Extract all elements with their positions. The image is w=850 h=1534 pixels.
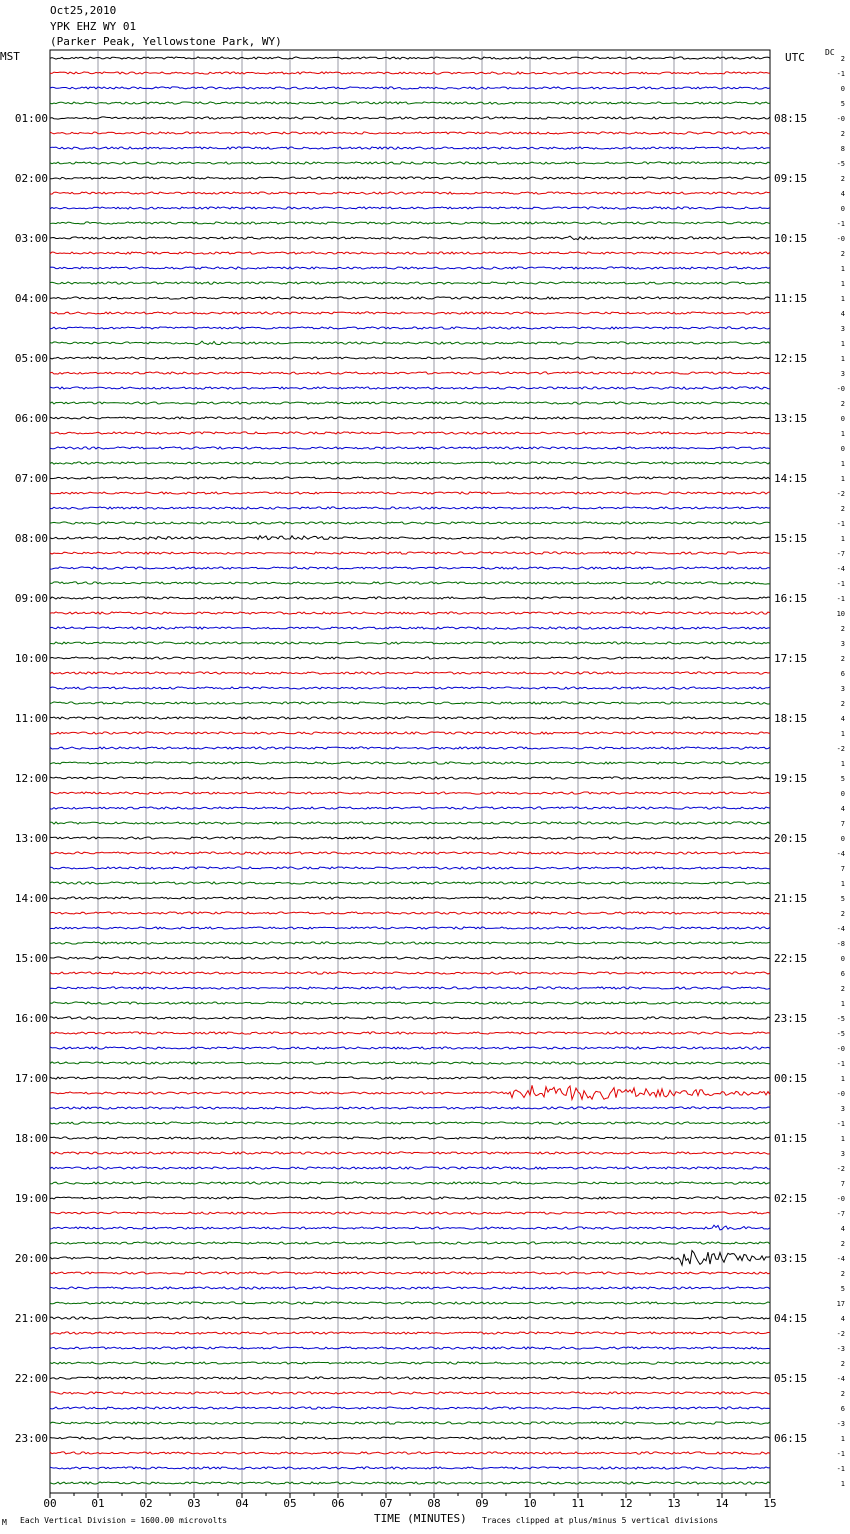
x-tick-label: 00 bbox=[43, 1497, 57, 1510]
seismic-trace bbox=[50, 1017, 770, 1019]
seismic-trace bbox=[50, 672, 770, 674]
seismic-trace bbox=[50, 222, 770, 224]
left-hour-label: 07:00 bbox=[14, 472, 48, 485]
dc-offset-header: DC bbox=[825, 48, 835, 57]
dc-offset-value: -5 bbox=[836, 1015, 845, 1023]
dc-offset-value: -1 bbox=[836, 595, 845, 603]
seismic-trace bbox=[50, 912, 770, 914]
dc-offset-value: 1 bbox=[840, 430, 845, 438]
left-hour-label: 20:00 bbox=[14, 1252, 48, 1265]
seismic-trace bbox=[50, 1182, 770, 1184]
dc-offset-value: 6 bbox=[840, 970, 845, 978]
seismic-trace bbox=[50, 72, 770, 74]
x-tick-label: 01 bbox=[91, 1497, 105, 1510]
seismic-trace bbox=[50, 432, 770, 434]
dc-offset-value: 2 bbox=[840, 1390, 845, 1398]
dc-offset-value: 7 bbox=[840, 820, 845, 828]
left-hour-label: 13:00 bbox=[14, 832, 48, 845]
seismic-trace bbox=[50, 612, 770, 614]
seismic-trace bbox=[50, 1137, 770, 1139]
dc-offset-value: 7 bbox=[840, 1180, 845, 1188]
right-hour-label: 00:15 bbox=[774, 1072, 808, 1085]
seismic-trace bbox=[50, 177, 770, 179]
seismic-trace bbox=[50, 807, 770, 809]
dc-offset-value: -7 bbox=[836, 1210, 845, 1218]
seismic-trace bbox=[50, 1212, 770, 1214]
seismic-trace bbox=[50, 207, 770, 209]
dc-offset-value: 3 bbox=[840, 640, 845, 648]
dc-offset-value: -7 bbox=[836, 550, 845, 558]
left-hour-label: 22:00 bbox=[14, 1372, 48, 1385]
dc-offset-value: 5 bbox=[840, 1285, 845, 1293]
x-tick-label: 05 bbox=[283, 1497, 297, 1510]
dc-offset-value: 1 bbox=[840, 880, 845, 888]
dc-offset-value: 4 bbox=[840, 715, 845, 723]
dc-offset-value: 2 bbox=[840, 655, 845, 663]
seismic-trace bbox=[50, 567, 770, 569]
dc-offset-value: 2 bbox=[840, 505, 845, 513]
seismic-trace bbox=[50, 102, 770, 104]
seismic-trace bbox=[50, 492, 770, 494]
left-hour-label: 11:00 bbox=[14, 712, 48, 725]
x-tick-label: 14 bbox=[715, 1497, 729, 1510]
seismic-trace bbox=[50, 552, 770, 554]
seismic-trace bbox=[50, 972, 770, 974]
seismic-trace bbox=[50, 1225, 770, 1230]
dc-offset-value: 8 bbox=[840, 145, 845, 153]
dc-offset-value: 4 bbox=[840, 310, 845, 318]
seismic-trace bbox=[50, 417, 770, 419]
dc-offset-value: 2 bbox=[840, 175, 845, 183]
seismic-trace bbox=[50, 1422, 770, 1424]
dc-offset-value: 4 bbox=[840, 1225, 845, 1233]
left-hour-label: 01:00 bbox=[14, 112, 48, 125]
seismic-trace bbox=[50, 837, 770, 839]
dc-offset-value: 5 bbox=[840, 895, 845, 903]
dc-offset-value: -4 bbox=[836, 1255, 845, 1263]
right-hour-label: 03:15 bbox=[774, 1252, 808, 1265]
seismic-trace bbox=[50, 1242, 770, 1244]
seismic-trace bbox=[50, 162, 770, 164]
dc-offset-value: 1 bbox=[840, 1435, 845, 1443]
dc-offset-value: 2 bbox=[840, 1360, 845, 1368]
right-hour-label: 15:15 bbox=[774, 532, 808, 545]
plot-frame bbox=[50, 50, 770, 1493]
dc-offset-value: 0 bbox=[840, 445, 845, 453]
dc-offset-value: 1 bbox=[840, 295, 845, 303]
dc-offset-value: 1 bbox=[840, 280, 845, 288]
right-hour-label: 10:15 bbox=[774, 232, 808, 245]
seismic-trace bbox=[50, 447, 770, 449]
seismic-trace bbox=[50, 402, 770, 404]
scale-note: Each Vertical Division = 1600.00 microvolts bbox=[20, 1516, 228, 1525]
seismic-trace bbox=[50, 1362, 770, 1364]
right-hour-label: 21:15 bbox=[774, 892, 808, 905]
seismic-trace bbox=[50, 1347, 770, 1349]
seismic-trace bbox=[50, 927, 770, 929]
right-hour-label: 08:15 bbox=[774, 112, 808, 125]
seismic-trace bbox=[50, 1077, 770, 1079]
seismic-trace bbox=[50, 57, 770, 59]
seismic-trace bbox=[50, 267, 770, 269]
dc-offset-value: 0 bbox=[840, 415, 845, 423]
x-tick-label: 13 bbox=[667, 1497, 681, 1510]
dc-offset-value: -1 bbox=[836, 220, 845, 228]
x-tick-label: 15 bbox=[763, 1497, 777, 1510]
seismic-trace bbox=[50, 87, 770, 89]
seismic-trace bbox=[50, 1407, 770, 1409]
dc-offset-value: 2 bbox=[840, 1270, 845, 1278]
seismic-trace bbox=[50, 1452, 770, 1454]
dc-offset-value: -4 bbox=[836, 850, 845, 858]
x-tick-label: 07 bbox=[379, 1497, 393, 1510]
dc-offset-value: 4 bbox=[840, 805, 845, 813]
left-hour-label: 12:00 bbox=[14, 772, 48, 785]
dc-offset-value: -0 bbox=[836, 115, 845, 123]
right-hour-label: 18:15 bbox=[774, 712, 808, 725]
right-hour-label: 23:15 bbox=[774, 1012, 808, 1025]
left-hour-label: 08:00 bbox=[14, 532, 48, 545]
dc-offset-value: -5 bbox=[836, 160, 845, 168]
seismic-trace bbox=[50, 132, 770, 134]
seismic-trace bbox=[50, 1107, 770, 1109]
seismic-trace bbox=[50, 536, 770, 540]
seismic-trace bbox=[50, 372, 770, 374]
dc-offset-value: 5 bbox=[840, 100, 845, 108]
dc-offset-value: 1 bbox=[840, 535, 845, 543]
seismic-trace bbox=[50, 387, 770, 389]
dc-offset-value: -1 bbox=[836, 1450, 845, 1458]
left-hour-label: 04:00 bbox=[14, 292, 48, 305]
dc-offset-value: 2 bbox=[840, 1240, 845, 1248]
right-hour-label: 13:15 bbox=[774, 412, 808, 425]
dc-offset-value: 3 bbox=[840, 1105, 845, 1113]
corner-mark: M bbox=[2, 1518, 7, 1527]
left-hour-label: 17:00 bbox=[14, 1072, 48, 1085]
dc-offset-value: 2 bbox=[840, 130, 845, 138]
right-hour-label: 12:15 bbox=[774, 352, 808, 365]
seismic-trace bbox=[50, 1062, 770, 1064]
dc-offset-value: 1 bbox=[840, 1135, 845, 1143]
seismic-trace bbox=[50, 642, 770, 644]
dc-offset-value: 4 bbox=[840, 190, 845, 198]
x-tick-label: 03 bbox=[187, 1497, 201, 1510]
dc-offset-value: 2 bbox=[840, 55, 845, 63]
dc-offset-value: -2 bbox=[836, 1330, 845, 1338]
seismic-trace bbox=[50, 1122, 770, 1124]
dc-offset-value: 2 bbox=[840, 700, 845, 708]
seismic-trace bbox=[50, 1272, 770, 1274]
left-hour-label: 16:00 bbox=[14, 1012, 48, 1025]
seismic-trace bbox=[50, 762, 770, 764]
dc-offset-value: 1 bbox=[840, 1075, 845, 1083]
left-hour-label: 23:00 bbox=[14, 1432, 48, 1445]
left-hour-label: 21:00 bbox=[14, 1312, 48, 1325]
dc-offset-value: 3 bbox=[840, 1150, 845, 1158]
seismic-trace bbox=[50, 1317, 770, 1319]
dc-offset-value: -2 bbox=[836, 490, 845, 498]
left-hour-label: 14:00 bbox=[14, 892, 48, 905]
right-hour-label: 11:15 bbox=[774, 292, 808, 305]
seismic-trace bbox=[50, 341, 770, 345]
seismic-trace bbox=[50, 897, 770, 899]
dc-offset-value: 17 bbox=[836, 1300, 845, 1308]
seismic-trace bbox=[50, 1047, 770, 1049]
station-location: (Parker Peak, Yellowstone Park, WY) bbox=[50, 35, 282, 48]
right-hour-label: 14:15 bbox=[774, 472, 808, 485]
seismic-trace bbox=[50, 822, 770, 824]
seismic-trace bbox=[50, 192, 770, 194]
dc-offset-value: 3 bbox=[840, 370, 845, 378]
left-hour-label: 05:00 bbox=[14, 352, 48, 365]
seismic-trace bbox=[50, 747, 770, 749]
dc-offset-value: 0 bbox=[840, 85, 845, 93]
seismic-trace bbox=[50, 582, 770, 584]
left-hour-label: 19:00 bbox=[14, 1192, 48, 1205]
seismic-trace bbox=[50, 477, 770, 479]
right-timezone-label: UTC bbox=[785, 51, 805, 64]
dc-offset-value: 7 bbox=[840, 865, 845, 873]
dc-offset-value: -3 bbox=[836, 1345, 845, 1353]
right-hour-label: 06:15 bbox=[774, 1432, 808, 1445]
x-tick-label: 09 bbox=[475, 1497, 489, 1510]
dc-offset-value: 5 bbox=[840, 775, 845, 783]
seismic-trace bbox=[50, 522, 770, 524]
left-timezone-label: MST bbox=[0, 50, 20, 63]
x-tick-label: 08 bbox=[427, 1497, 441, 1510]
seismic-trace bbox=[50, 702, 770, 704]
left-hour-label: 09:00 bbox=[14, 592, 48, 605]
dc-offset-value: 1 bbox=[840, 460, 845, 468]
seismic-trace bbox=[50, 1085, 770, 1099]
left-hour-label: 15:00 bbox=[14, 952, 48, 965]
dc-offset-value: -4 bbox=[836, 925, 845, 933]
left-hour-label: 10:00 bbox=[14, 652, 48, 665]
right-hour-label: 19:15 bbox=[774, 772, 808, 785]
seismic-trace bbox=[50, 1032, 770, 1034]
seismic-trace bbox=[50, 117, 770, 119]
seismic-trace bbox=[50, 732, 770, 734]
seismic-trace bbox=[50, 1167, 770, 1169]
right-hour-label: 04:15 bbox=[774, 1312, 808, 1325]
seismic-trace bbox=[50, 1467, 770, 1469]
seismic-trace bbox=[50, 462, 770, 464]
seismic-trace bbox=[50, 1197, 770, 1199]
dc-offset-value: -8 bbox=[836, 940, 845, 948]
right-hour-label: 05:15 bbox=[774, 1372, 808, 1385]
seismic-trace bbox=[50, 1287, 770, 1289]
right-hour-label: 22:15 bbox=[774, 952, 808, 965]
dc-offset-value: -5 bbox=[836, 1030, 845, 1038]
right-hour-label: 01:15 bbox=[774, 1132, 808, 1145]
seismic-trace bbox=[50, 1437, 770, 1439]
seismic-trace bbox=[50, 1332, 770, 1334]
seismic-trace bbox=[50, 1392, 770, 1394]
seismic-trace bbox=[50, 147, 770, 149]
x-tick-label: 10 bbox=[523, 1497, 537, 1510]
dc-offset-value: -0 bbox=[836, 235, 845, 243]
dc-offset-value: -2 bbox=[836, 1165, 845, 1173]
dc-offset-value: -0 bbox=[836, 385, 845, 393]
dc-offset-value: -1 bbox=[836, 1060, 845, 1068]
seismic-trace bbox=[50, 236, 770, 240]
dc-offset-value: -2 bbox=[836, 745, 845, 753]
dc-offset-value: 2 bbox=[840, 400, 845, 408]
seismic-trace bbox=[50, 1377, 770, 1379]
seismic-trace bbox=[50, 882, 770, 884]
x-tick-label: 02 bbox=[139, 1497, 153, 1510]
dc-offset-value: -4 bbox=[836, 565, 845, 573]
dc-offset-value: 1 bbox=[840, 265, 845, 273]
dc-offset-value: -0 bbox=[836, 1045, 845, 1053]
dc-offset-value: 3 bbox=[840, 325, 845, 333]
dc-offset-value: 3 bbox=[840, 685, 845, 693]
dc-offset-value: 10 bbox=[836, 610, 845, 618]
left-hour-label: 18:00 bbox=[14, 1132, 48, 1145]
dc-offset-value: 6 bbox=[840, 670, 845, 678]
left-hour-label: 06:00 bbox=[14, 412, 48, 425]
seismic-trace bbox=[50, 252, 770, 254]
station-code: YPK EHZ WY 01 bbox=[50, 20, 137, 33]
dc-offset-value: 0 bbox=[840, 835, 845, 843]
x-tick-label: 12 bbox=[619, 1497, 633, 1510]
dc-offset-value: 1 bbox=[840, 730, 845, 738]
seismic-trace bbox=[50, 1482, 770, 1484]
dc-offset-value: 0 bbox=[840, 205, 845, 213]
seismic-trace bbox=[50, 717, 770, 719]
dc-offset-value: 0 bbox=[840, 955, 845, 963]
right-hour-label: 16:15 bbox=[774, 592, 808, 605]
seismic-trace bbox=[50, 312, 770, 314]
seismic-trace bbox=[50, 687, 770, 689]
x-axis-title: TIME (MINUTES) bbox=[374, 1512, 467, 1525]
seismic-trace bbox=[50, 1152, 770, 1154]
dc-offset-value: 4 bbox=[840, 1315, 845, 1323]
dc-offset-value: -0 bbox=[836, 1195, 845, 1203]
seismic-trace bbox=[50, 777, 770, 779]
dc-offset-value: 1 bbox=[840, 475, 845, 483]
dc-offset-value: 1 bbox=[840, 760, 845, 768]
dc-offset-value: -3 bbox=[836, 1420, 845, 1428]
right-hour-label: 09:15 bbox=[774, 172, 808, 185]
dc-offset-value: 2 bbox=[840, 250, 845, 258]
dc-offset-value: 1 bbox=[840, 355, 845, 363]
x-tick-label: 04 bbox=[235, 1497, 249, 1510]
dc-offset-value: -1 bbox=[836, 1465, 845, 1473]
right-hour-label: 02:15 bbox=[774, 1192, 808, 1205]
record-date: Oct25,2010 bbox=[50, 4, 117, 17]
dc-offset-value: 2 bbox=[840, 910, 845, 918]
dc-offset-value: 1 bbox=[840, 1000, 845, 1008]
seismic-trace bbox=[50, 297, 770, 299]
seismic-trace bbox=[50, 597, 770, 599]
seismic-trace bbox=[50, 282, 770, 284]
dc-offset-value: -4 bbox=[836, 1375, 845, 1383]
dc-offset-value: -1 bbox=[836, 70, 845, 78]
seismic-trace bbox=[50, 1251, 770, 1266]
left-hour-label: 02:00 bbox=[14, 172, 48, 185]
seismic-trace bbox=[50, 792, 770, 794]
seismic-trace bbox=[50, 1302, 770, 1304]
clip-note: Traces clipped at plus/minus 5 vertical divisions bbox=[482, 1516, 719, 1525]
x-tick-label: 06 bbox=[331, 1497, 345, 1510]
dc-offset-value: 2 bbox=[840, 625, 845, 633]
right-hour-label: 20:15 bbox=[774, 832, 808, 845]
right-hour-label: 17:15 bbox=[774, 652, 808, 665]
seismic-trace bbox=[50, 852, 770, 854]
dc-offset-value: 1 bbox=[840, 340, 845, 348]
dc-offset-value: 2 bbox=[840, 985, 845, 993]
dc-offset-value: -1 bbox=[836, 580, 845, 588]
seismic-trace bbox=[50, 1002, 770, 1004]
seismic-trace bbox=[50, 942, 770, 944]
seismic-trace bbox=[50, 987, 770, 989]
seismic-trace bbox=[50, 627, 770, 629]
left-hour-label: 03:00 bbox=[14, 232, 48, 245]
seismic-trace bbox=[50, 507, 770, 509]
seismic-trace bbox=[50, 867, 770, 869]
dc-offset-value: 0 bbox=[840, 790, 845, 798]
seismic-trace bbox=[50, 357, 770, 359]
seismic-trace bbox=[50, 957, 770, 959]
dc-offset-value: 6 bbox=[840, 1405, 845, 1413]
dc-offset-value: -1 bbox=[836, 520, 845, 528]
seismic-trace bbox=[50, 327, 770, 329]
dc-offset-value: -1 bbox=[836, 1120, 845, 1128]
dc-offset-value: 1 bbox=[840, 1480, 845, 1488]
dc-offset-value: -0 bbox=[836, 1090, 845, 1098]
x-tick-label: 11 bbox=[571, 1497, 585, 1510]
seismic-trace bbox=[50, 657, 770, 659]
